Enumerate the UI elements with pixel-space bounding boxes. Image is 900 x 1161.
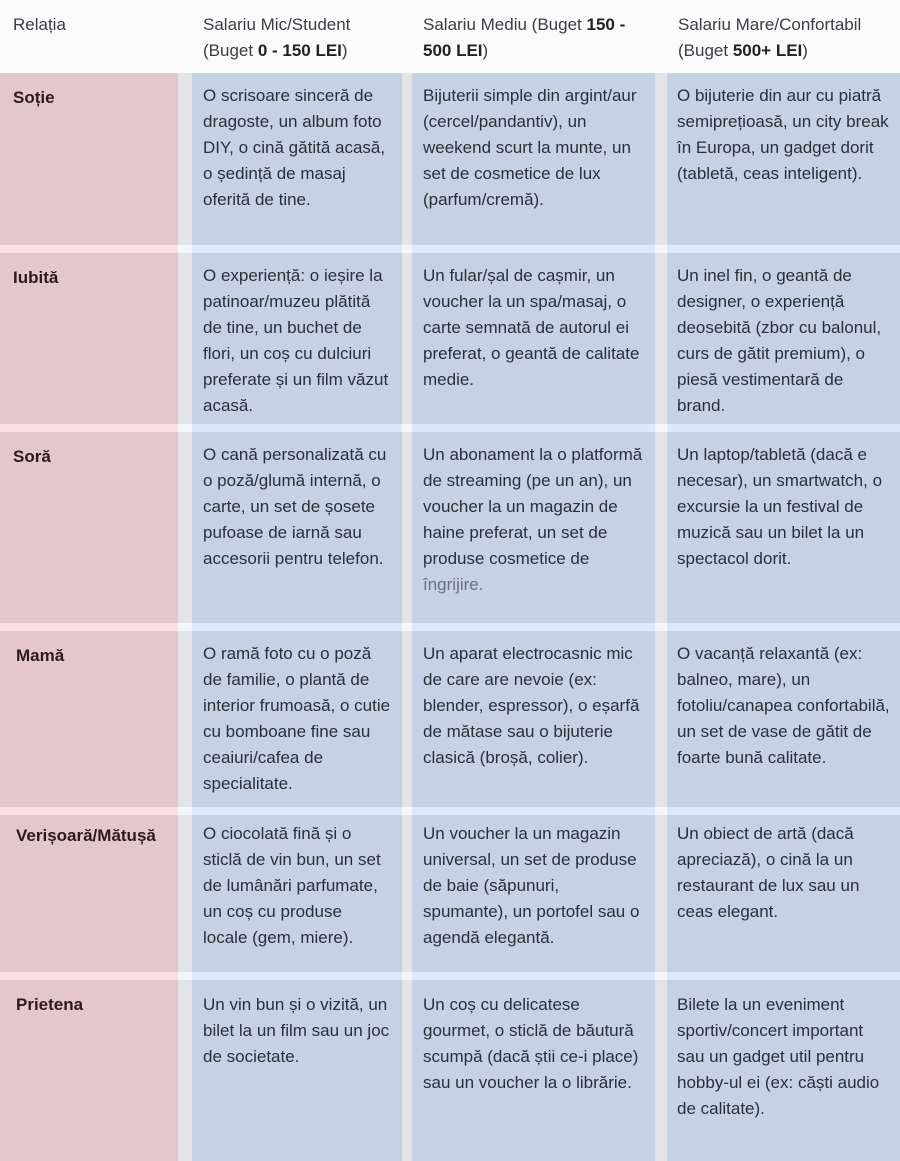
relation-cell: Prietena (0, 980, 178, 1161)
high-budget-cell: Un obiect de artă (dacă apreciază), o cină la un restaurant de lux sau un ceas elegant. (667, 815, 900, 972)
header-relation-label: Relația (13, 15, 66, 34)
high-budget-cell: O bijuterie din aur cu piatră semiprețioasă, un city break în Europa, un gadget dorit (tabletă, ceas inteligent). (667, 73, 900, 245)
header-high-suffix: ) (802, 41, 808, 60)
relation-cell: Verișoară/Mătușă (0, 815, 178, 972)
header-mid-budget (423, 12, 658, 64)
header-mid-budget-end: 500 LEI (423, 41, 483, 60)
mid-budget-cell: Un aparat electrocasnic mic de care are nevoie (ex: blender, espressor), o eșarfă de mătase sau o bijuterie clasică (broșă, colier). (412, 631, 655, 807)
high-budget-cell: Bilete la un eveniment sportiv/concert important sau un gadget util pentru hobby-ul ei (ex: căști audio de calitate). (667, 980, 900, 1161)
table-body (0, 73, 900, 1161)
row-divider (0, 623, 900, 631)
table-header (0, 0, 900, 73)
relation-cell: Iubită (0, 253, 178, 424)
mid-budget-cell: Un voucher la un magazin universal, un set de produse de baie (săpunuri, spumante), un portofel sau o agendă elegantă. (412, 815, 655, 972)
low-budget-cell: O scrisoare sinceră de dragoste, un album foto DIY, o cină gătită acasă, o ședință de masaj oferită de tine. (192, 73, 402, 245)
relation-cell: Mamă (0, 631, 178, 807)
relation-cell: Soție (0, 73, 178, 245)
mid-budget-text-faded: îngrijire. (423, 575, 484, 594)
header-high-budget-range: 500+ LEI (732, 41, 803, 60)
header-relation (13, 12, 66, 38)
table-row (0, 253, 900, 424)
low-budget-cell: O cană personalizată cu o poză/glumă internă, o carte, un set de șosete pufoase de iarnă sau accesorii pentru telefon. (192, 432, 402, 623)
table-row (0, 631, 900, 807)
table-row (0, 980, 900, 1161)
header-low-title: Salariu Mic/Student (203, 15, 351, 34)
mid-budget-cell (412, 432, 655, 623)
header-mid-suffix: ) (482, 41, 489, 60)
header-low-budget-range: 0 - 150 LEI (257, 41, 342, 60)
header-low-prefix: (Buget (203, 41, 258, 60)
high-budget-cell: Un laptop/tabletă (dacă e necesar), un smartwatch, o excursie la un festival de muzică sau un bilet la un spectacol dorit. (667, 432, 900, 623)
header-high-prefix: (Buget (678, 41, 733, 60)
row-divider (0, 972, 900, 980)
high-budget-cell: O vacanță relaxantă (ex: balneo, mare), un fotoliu/canapea confortabilă, un set de vase de gătit de foarte bună calitate. (667, 631, 900, 807)
header-high-title: Salariu Mare/Confortabil (678, 15, 862, 34)
low-budget-cell: O ciocolată fină și o sticlă de vin bun, un set de lumânări parfumate, un coș cu produse locale (gem, miere). (192, 815, 402, 972)
table-row (0, 73, 900, 245)
relation-cell: Soră (0, 432, 178, 623)
header-low-suffix: ) (341, 41, 348, 60)
mid-budget-cell: Bijuterii simple din argint/aur (cercel/pandantiv), un weekend scurt la munte, un set de cosmetice de lux (parfum/cremă). (412, 73, 655, 245)
high-budget-cell: Un inel fin, o geantă de designer, o experiență deosebită (zbor cu balonul, curs de gătit premium), o piesă vestimentară de brand. (667, 253, 900, 424)
low-budget-cell: O experiență: o ieșire la patinoar/muzeu plătită de tine, un buchet de flori, un coș cu dulciuri preferate și un film văzut acasă. (192, 253, 402, 424)
row-divider (0, 424, 900, 432)
header-mid-budget-start: 150 - (586, 15, 626, 34)
table-row (0, 432, 900, 623)
header-low-budget (203, 12, 403, 64)
row-divider (0, 245, 900, 253)
header-mid-title: Salariu Mediu (Buget (423, 15, 587, 34)
mid-budget-cell: Un coș cu delicatese gourmet, o sticlă de băutură scumpă (dacă știi ce-i place) sau un voucher la o librărie. (412, 980, 655, 1161)
header-high-budget (678, 12, 900, 64)
table-row (0, 815, 900, 972)
row-divider (0, 807, 900, 815)
low-budget-cell: Un vin bun și o vizită, un bilet la un film sau un joc de societate. (192, 980, 402, 1161)
mid-budget-cell: Un fular/șal de cașmir, un voucher la un spa/masaj, o carte semnată de autorul ei preferat, o geantă de calitate medie. (412, 253, 655, 424)
low-budget-cell: O ramă foto cu o poză de familie, o plantă de interior frumoasă, o cutie cu bomboane fine sau ceaiuri/cafea de specialitate. (192, 631, 402, 807)
mid-budget-text: Un abonament la o platformă de streaming (pe un an), un voucher la un magazin de haine preferat, un set de produse cosmetice de (423, 445, 643, 568)
